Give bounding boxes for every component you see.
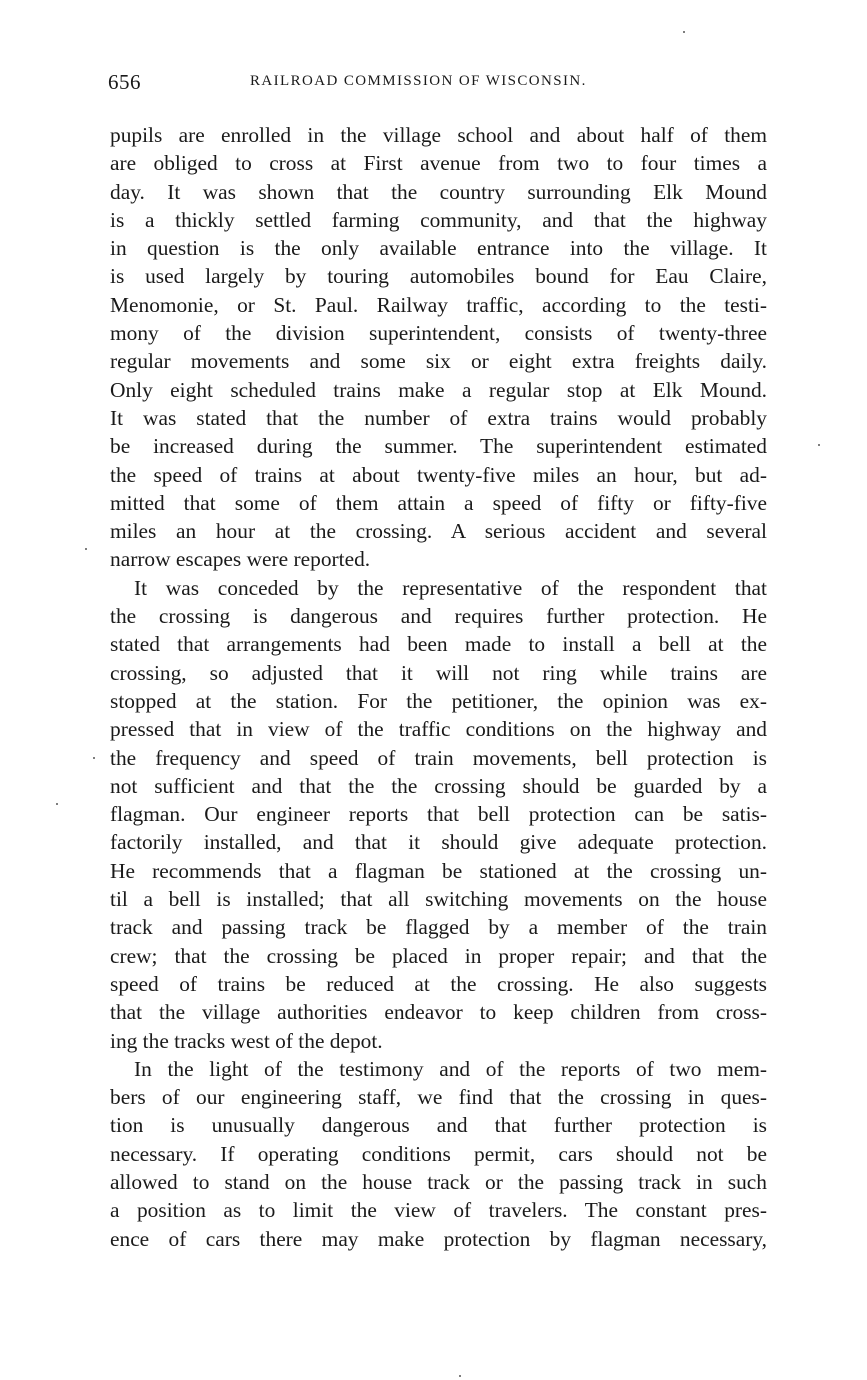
text-line: pressed that in view of the traffic conditions on the highway and [110,717,767,742]
text-line: regular movements and some six or eight extra freights daily. [110,349,767,374]
paragraph [110,574,767,1055]
text-line: Menomonie, or St. Paul. Railway traffic, according to the testi- [110,292,767,317]
text-line: It was conceded by the representative of the respondent that [134,575,767,600]
text-line: ence of cars there may make protection by flagman necessary, [110,1226,767,1251]
text-line: narrow escapes were reported. [110,547,371,572]
page-header [108,70,768,100]
scan-speck [93,757,95,759]
text-line: Only eight scheduled trains make a regular stop at Elk Mound. [110,377,767,402]
text-line: He recommends that a flagman be stationed at the crossing un- [110,858,767,883]
scan-speck [56,803,58,805]
text-line: bers of our engineering staff, we find that the crossing in ques- [110,1085,767,1110]
text-line: ing the tracks west of the depot. [110,1028,383,1053]
text-line: day. It was shown that the country surrounding Elk Mound [110,179,767,204]
text-line: that the village authorities endeavor to keep children from cross- [110,1000,767,1025]
page-number: 656 [108,70,141,94]
text-line: in question is the only available entrance into the village. It [110,236,767,261]
text-line: the crossing is dangerous and requires further protection. He [110,604,767,629]
text-line: It was stated that the number of extra trains would probably [110,405,767,430]
text-line: stated that arrangements had been made to install a bell at the [110,632,767,657]
text-line: a position as to limit the view of travelers. The constant pres- [110,1198,767,1223]
body-text [110,121,767,1253]
text-line: mitted that some of them attain a speed of fifty or fifty-five [110,490,767,515]
scan-speck [683,31,685,33]
text-line: speed of trains be reduced at the crossing. He also suggests [110,971,767,996]
text-line: stopped at the station. For the petitioner, the opinion was ex- [110,688,767,713]
text-line: crew; that the crossing be placed in proper repair; and that the [110,943,767,968]
paragraph [110,121,767,574]
scan-speck [818,444,820,446]
text-line: the speed of trains at about twenty-five miles an hour, but ad- [110,462,767,487]
text-line: are obliged to cross at First avenue from two to four times a [110,151,767,176]
paragraph [110,1055,767,1253]
text-line: is a thickly settled farming community, and that the highway [110,207,767,232]
text-line: be increased during the summer. The superintendent estimated [110,434,767,459]
text-line: In the light of the testimony and of the reports of two mem- [134,1056,767,1081]
text-line: not sufficient and that the the crossing should be guarded by a [110,773,767,798]
text-line: til a bell is installed; that all switching movements on the house [110,887,767,912]
scan-speck [85,548,87,550]
text-line: pupils are enrolled in the village school and about half of them [110,123,767,147]
text-line: mony of the division superintendent, consists of twenty-three [110,321,767,346]
text-line: track and passing track be flagged by a member of the train [110,915,767,940]
scan-speck [459,1375,461,1377]
text-line: allowed to stand on the house track or the passing track in such [110,1169,767,1194]
text-line: tion is unusually dangerous and that further protection is [110,1113,767,1138]
text-line: factorily installed, and that it should give adequate protection. [110,830,767,855]
running-head: RAILROAD COMMISSION OF WISCONSIN. [250,73,587,89]
text-line: flagman. Our engineer reports that bell protection can be satis- [110,802,767,827]
text-line: crossing, so adjusted that it will not ring while trains are [110,660,767,685]
text-line: miles an hour at the crossing. A serious accident and several [110,519,767,544]
text-line: necessary. If operating conditions permit, cars should not be [110,1141,767,1166]
text-line: the frequency and speed of train movements, bell protection is [110,745,767,770]
text-line: is used largely by touring automobiles bound for Eau Claire, [110,264,767,289]
